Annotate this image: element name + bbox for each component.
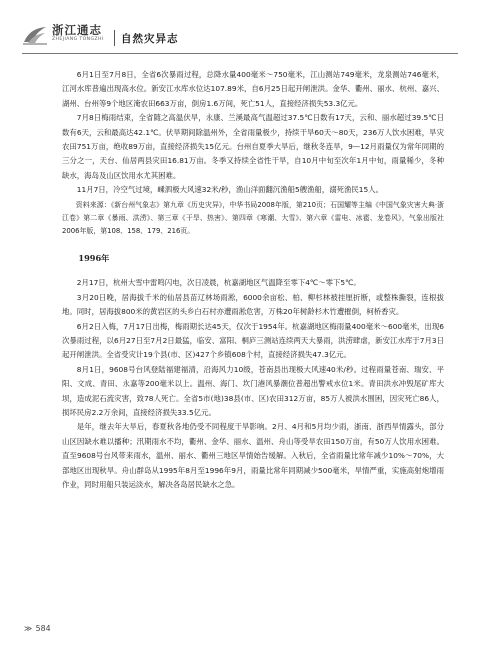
logo-emblem-icon bbox=[22, 24, 48, 46]
paragraph: 11月7日，冷空气过境，嵊泗极大风速32米/秒，渔山洋面翻沉渔船5艘渔船，溺死渔民15人。 bbox=[76, 185, 383, 195]
paragraph: 2月17日，杭州大雪中雷鸣闪电，次日凌晨，杭嘉湖地区气温降至零下4℃～零下5℃。 bbox=[76, 278, 361, 288]
publication-logo bbox=[22, 22, 110, 50]
logo-title: 浙江通志 bbox=[52, 23, 102, 37]
reference-note: 资料来源：《新台州气象志》第九章《历史灾异》，中华书局2008年版，第210页；石国耀等主编《中国气象灾害大典·浙江卷》第二章《暴雨、洪涝》、第三章《干旱、热害》、第四章《寒潮、大雪》、第六章《雷电、冰雹、龙卷风》，气象出版社2006年版，第108、158、179、216页。 bbox=[62, 200, 444, 236]
section-title: 自然灾异志 bbox=[121, 33, 179, 45]
page-header bbox=[0, 0, 480, 58]
paragraph: 8月1日，9608号台风登陆福建福清，沿海风力10级，苍南县出现极大风速40米/秒。过程雨量苍南、瑞安、平阳、文成、青田、永嘉等200毫米以上。温州、海门、坎门港风暴潮位普超出警戒水位1米。青田洪水冲毁尾矿库大坝，造成泥石流灾害，致78人死亡。全省5市(地)38县(市、区)农田312万亩，85万人被洪水围困，因灾死亡86人，损坏民房2.2万余间，直接经济损失33.5亿元。 bbox=[62, 364, 444, 417]
page-footer bbox=[24, 624, 51, 633]
page-number: 584 bbox=[35, 624, 51, 633]
header-divider bbox=[114, 30, 115, 46]
paragraph: 6月2日入梅，7月17日出梅，梅雨期长达45天，仅次于1954年。杭嘉湖地区梅雨量400毫米～600毫米，出现6次暴雨过程，以6月27日至7月2日最猛，临安、富阳、桐庐三测站连续两天大暴雨，洪涝肆虐，新安江水库于7月3日起开闸泄洪。全省受灾计19个县(市、区)427个乡镇608个村，直接经济损失47.3亿元。 bbox=[62, 321, 444, 360]
paragraph: 是年，继去年大旱后，春夏秋各地仍受不同程度干旱影响。2月、4月和5月均少雨，浙南、浙西旱情露头，部分山区因缺水难以播种；汛期雨水不均，衢州、金华、丽水、温州、舟山等受旱农田150万亩，有50万人饮用水困难。直至9608号台风带来雨水，温州、丽水、衢州三地区旱情始告缓解。入秋后，全省雨量比常年减少10%～70%，大部地区出现秋旱。舟山群岛从1995年8月至1996年9月，雨量比常年同期减少500毫米，旱情严重，实施高射炮增雨作业，同时用船只装运淡水，解决各岛居民缺水之急。 bbox=[62, 422, 444, 489]
page-marker-icon: ≫ bbox=[24, 624, 32, 633]
paragraph: 6月1日至7月8日，全省6次暴雨过程，总降水量400毫米～750毫米，江山测站749毫米，龙泉测站746毫米，江河水库普遍出现高水位。新安江水库水位达107.89米，自6月25日起开闸泄洪。金华、衢州、丽水、杭州、嘉兴、湖州、台州等9个地区淹农田663万亩，倒房1.6万间，死亡51人，直接经济损失53.3亿元。 bbox=[62, 70, 444, 108]
logo-subtitle: ZHEJIANG TONGZHI bbox=[52, 37, 104, 42]
paragraph: 3月20日晚，居海拔千米的仙居县苗辽林场雨淞，6000余亩松、柏、柳杉林被挂厘折断，或整株撕裂，连根拔地。同时，居海拔800米的黄岩区的头乡白石村亦遭雨淞危害，万株20年树龄杉木竹遭摧倒，柯桥香灾。 bbox=[62, 292, 444, 317]
paragraph: 7月8日梅雨结束，全省随之高温伏旱，永康、兰溪最高气温超过37.5℃日数有17天，云和、丽水超过39.5℃日数有6天，云和最高达42.1℃。伏旱期间除温州外，全省雨量极少，持续干旱60天～80天，236万人饮水困难，旱灾农田751万亩，绝收89万亩，直接经济损失15亿元。台州自夏季大旱后，继秋冬连旱，9—12月雨量仅为常年同期的三分之一，天台、仙居两县灾田16.81万亩。冬季又持续全省性干旱，自10月中旬至次年1月中旬，雨量稀少，冬种缺水，海岛及山区饮用水尤其困难。 bbox=[62, 113, 444, 180]
header-rule bbox=[22, 53, 458, 54]
page-body bbox=[62, 68, 444, 492]
year-heading: 1996年 bbox=[78, 252, 110, 263]
